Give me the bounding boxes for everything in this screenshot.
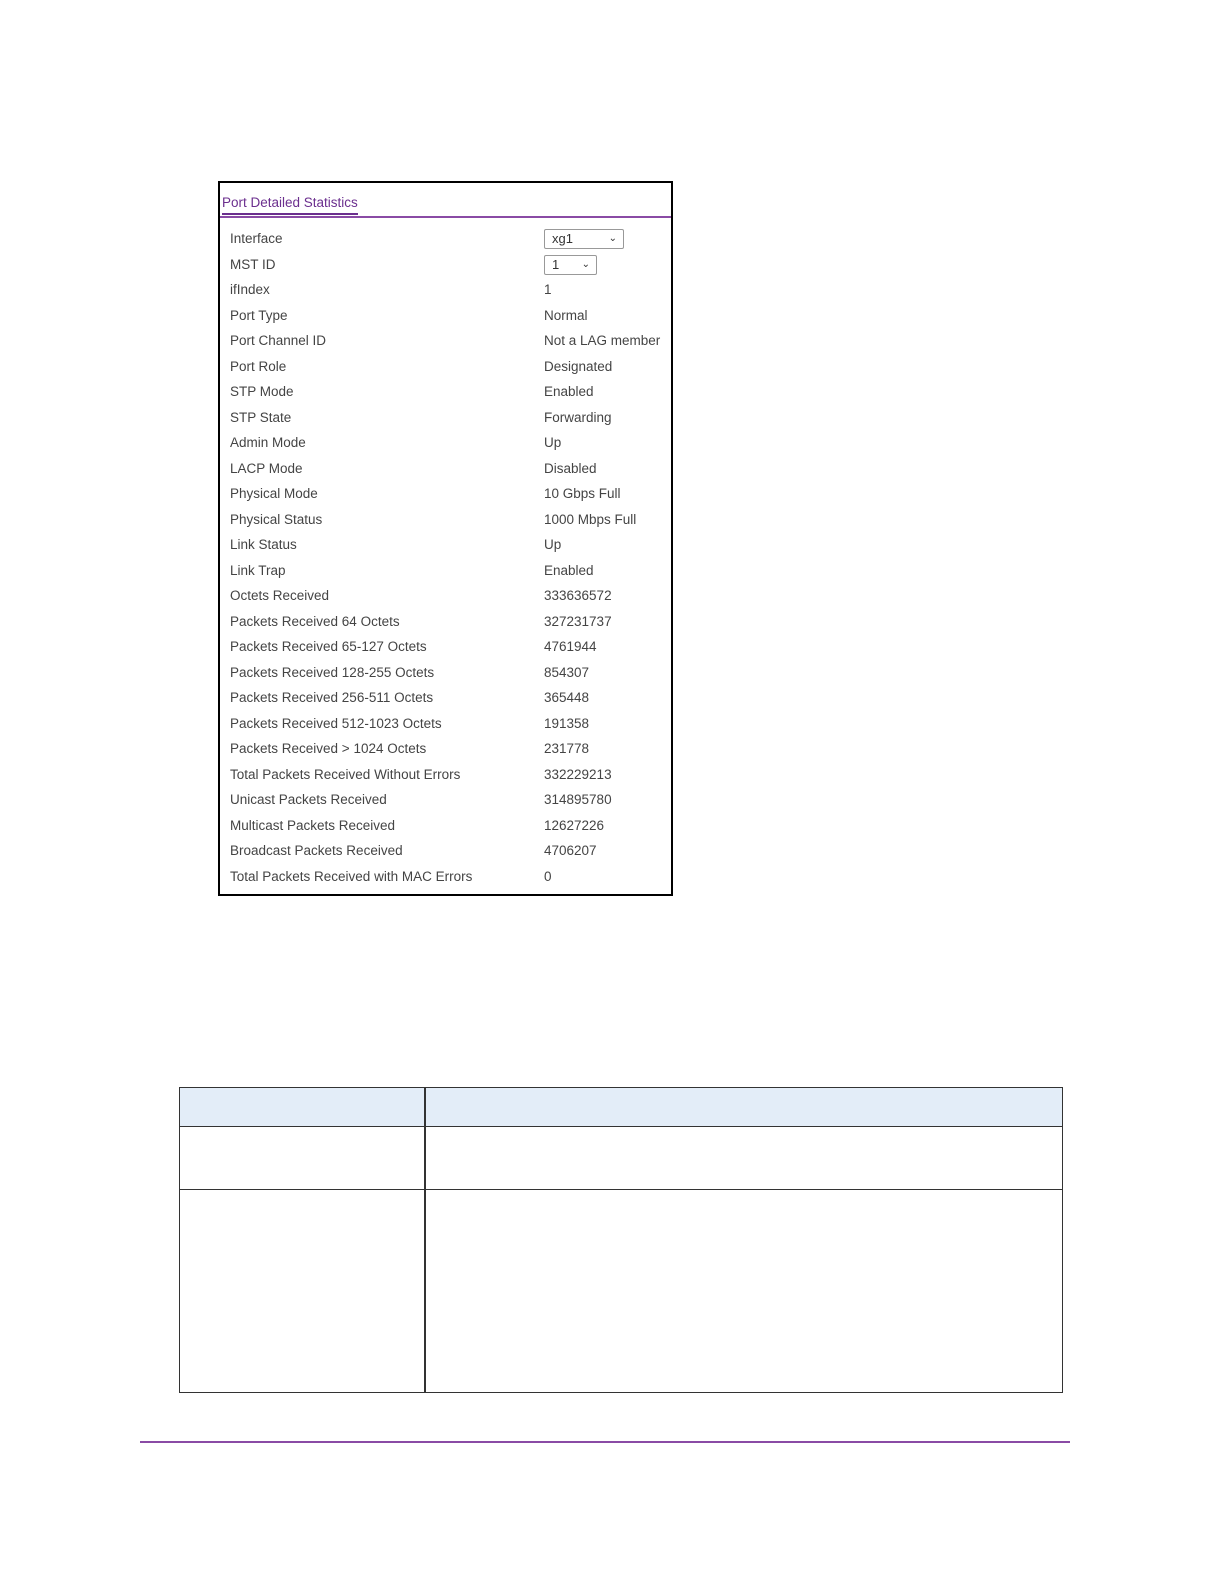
- stat-value: 231778: [544, 741, 590, 756]
- chevron-down-icon: ⌄: [608, 233, 617, 244]
- stat-row: [220, 277, 671, 303]
- stat-label: Admin Mode: [230, 435, 306, 450]
- stat-label: Link Trap: [230, 562, 286, 578]
- stat-value: 1: [544, 282, 552, 297]
- stat-row: [220, 583, 671, 609]
- stat-row: [220, 532, 671, 558]
- stat-row: [220, 838, 671, 864]
- table-header-row: [180, 1088, 1062, 1127]
- statistics-list: [220, 226, 671, 889]
- stat-label: Port Channel ID: [230, 333, 327, 348]
- panel-title: Port Detailed Statistics: [222, 195, 358, 215]
- stat-label: LACP Mode: [230, 460, 303, 476]
- stat-value: 4706207: [544, 843, 597, 858]
- stat-label: Unicast Packets Received: [230, 792, 387, 807]
- stat-value: Normal: [544, 307, 588, 323]
- stat-label: Packets Received 128-255 Octets: [230, 664, 435, 680]
- stat-value: Up: [544, 435, 562, 450]
- stat-value: 332229213: [544, 766, 612, 782]
- stat-value: 0: [544, 868, 552, 884]
- stat-row: [220, 762, 671, 788]
- stat-value: 10 Gbps Full: [544, 486, 621, 501]
- stat-row: [220, 379, 671, 405]
- stat-row: [220, 303, 671, 329]
- stat-row: [220, 634, 671, 660]
- mst-id-select[interactable]: [544, 255, 597, 275]
- stat-label: Packets Received 64 Octets: [230, 613, 400, 629]
- stat-row: [220, 711, 671, 737]
- stat-label: STP State: [230, 409, 292, 425]
- stat-value: Enabled: [544, 562, 594, 578]
- stat-row: [220, 405, 671, 431]
- stat-value: 365448: [544, 690, 590, 705]
- interface-select[interactable]: [544, 229, 624, 249]
- stat-value: Disabled: [544, 460, 597, 476]
- stat-row: [220, 660, 671, 686]
- stat-label: Packets Received 65-127 Octets: [230, 639, 427, 654]
- mst-id-label: MST ID: [230, 256, 276, 272]
- description-table: [179, 1087, 1063, 1393]
- stat-row: [220, 481, 671, 507]
- footer-rule: [140, 1441, 1070, 1443]
- stat-label: Physical Mode: [230, 486, 318, 501]
- stat-label: Physical Status: [230, 511, 323, 527]
- mst-id-selected-value: 1: [552, 256, 560, 272]
- stat-label: Packets Received 256-511 Octets: [230, 690, 434, 705]
- stat-label: Multicast Packets Received: [230, 817, 396, 833]
- stat-row: [220, 813, 671, 839]
- table-row-divider: [180, 1189, 1062, 1190]
- interface-selected-value: xg1: [552, 231, 573, 246]
- stat-row: [220, 864, 671, 890]
- stat-label: Total Packets Received Without Errors: [230, 766, 461, 782]
- stat-row: [220, 609, 671, 635]
- interface-row: [220, 226, 671, 252]
- stat-label: Packets Received > 1024 Octets: [230, 741, 427, 756]
- stat-label: Port Type: [230, 307, 288, 323]
- table-column-divider: [424, 1088, 426, 1392]
- stat-row: [220, 507, 671, 533]
- stat-row: [220, 558, 671, 584]
- panel-header: [220, 183, 671, 218]
- stat-value: 1000 Mbps Full: [544, 511, 637, 527]
- stat-value: Forwarding: [544, 409, 612, 425]
- stat-label: Total Packets Received with MAC Errors: [230, 868, 473, 884]
- stat-label: Packets Received 512-1023 Octets: [230, 715, 442, 731]
- stat-value: 333636572: [544, 588, 612, 603]
- stat-row: [220, 456, 671, 482]
- stat-value: 4761944: [544, 639, 597, 654]
- stat-label: Octets Received: [230, 588, 330, 603]
- mst-id-row: [220, 252, 671, 278]
- stat-row: [220, 787, 671, 813]
- stat-label: Link Status: [230, 537, 297, 552]
- stat-value: Designated: [544, 358, 613, 374]
- stat-row: [220, 736, 671, 762]
- port-detailed-statistics-panel: [218, 181, 673, 896]
- stat-label: Port Role: [230, 358, 287, 374]
- stat-value: Up: [544, 537, 562, 552]
- stat-label: ifIndex: [230, 282, 270, 297]
- stat-label: Broadcast Packets Received: [230, 843, 403, 858]
- stat-value: 314895780: [544, 792, 612, 807]
- interface-label: Interface: [230, 231, 283, 246]
- stat-row: [220, 430, 671, 456]
- stat-value: Enabled: [544, 384, 594, 399]
- stat-row: [220, 328, 671, 354]
- stat-row: [220, 685, 671, 711]
- chevron-down-icon: ⌄: [581, 258, 590, 270]
- stat-label: STP Mode: [230, 384, 294, 399]
- stat-value: 12627226: [544, 817, 605, 833]
- stat-value: Not a LAG member: [544, 333, 661, 348]
- stat-row: [220, 354, 671, 380]
- stat-value: 327231737: [544, 613, 612, 629]
- stat-value: 191358: [544, 715, 590, 731]
- stat-value: 854307: [544, 664, 590, 680]
